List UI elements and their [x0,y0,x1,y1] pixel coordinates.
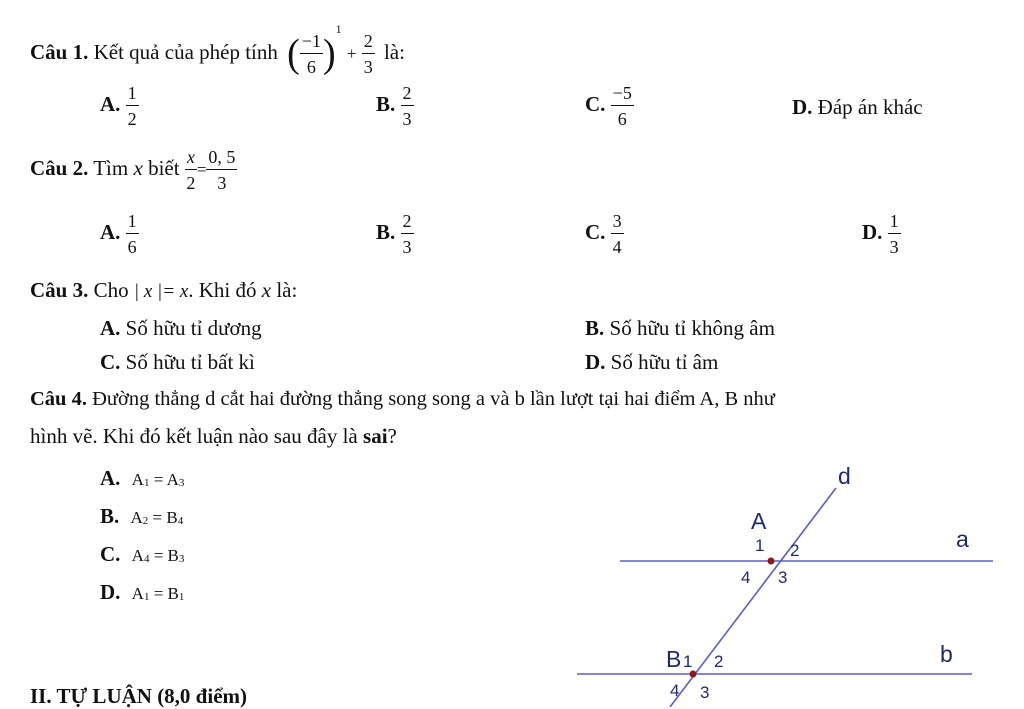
q3-stem: Câu 3. Cho | x |= x. Khi đó x là: [30,278,298,302]
q1-left-paren: ( [287,32,300,77]
q3-option-b[interactable]: B. Số hữu tỉ không âm [585,316,775,340]
q2-label: Câu 2. [30,155,89,180]
q1-text-before: Kết quả của phép tính [93,40,278,64]
label-d: d [838,463,851,489]
q4-option-c[interactable]: C. A4 = B3 [100,542,185,566]
q2-equals: = [196,159,207,179]
q3-label: Câu 3. [30,278,89,302]
q1-fraction-1: $\frac{-1}{6}$ [301,31,321,78]
label-a: a [956,526,969,552]
q2-option-d[interactable]: D. $\frac{1}{3}$ [862,211,899,257]
q3-abs-expression: | x |= x [133,281,189,302]
q2-option-c-fraction: $\frac{3}{4}$ [612,211,622,257]
label-angle-a3: 3 [778,568,788,587]
label-point-a: A [751,508,767,534]
q1-plus: + [346,44,357,63]
q1-label: Câu 1. [30,40,89,64]
q1-option-d[interactable]: D. Đáp án khác [792,95,923,119]
q2-lhs-fraction: $\frac{x}{2}$ [186,147,196,193]
q4-emphasis: sai [363,424,388,448]
q2-stem: Câu 2. Tìm x biết $\frac{x}{2}$ = $\frac{0, 5}{3}$ [30,147,236,193]
q4-stem-line-2: hình vẽ. Khi đó kết luận nào sau đây là sai? [30,424,397,448]
q2-var: x [133,155,143,180]
q1-option-b-fraction: $\frac{2}{3}$ [402,83,412,129]
label-angle-b3: 3 [700,683,710,702]
q2-option-a-fraction: $\frac{1}{6}$ [127,211,137,257]
q1-exponent: 1 [335,22,342,36]
q1-fraction-2: $\frac{2}{3}$ [363,31,373,78]
label-angle-a2: 2 [790,541,800,560]
q3-option-d[interactable]: D. Số hữu tỉ âm [585,350,719,374]
q3-option-c[interactable]: C. Số hữu tỉ bất kì [100,350,255,374]
label-angle-b2: 2 [714,652,724,671]
q4-label: Câu 4. [30,388,87,410]
point-b-dot [690,671,697,678]
q4-option-a[interactable]: A. A1 = A3 [100,466,185,490]
q1-option-c[interactable]: C. $\frac{-5}{6}$ [585,83,632,129]
label-angle-b1: 1 [683,652,693,671]
q3-option-a[interactable]: A. Số hữu tỉ dương [100,316,262,340]
q2-option-b-fraction: $\frac{2}{3}$ [402,211,412,257]
q2-rhs-fraction: $\frac{0, 5}{3}$ [208,147,236,193]
label-angle-a4: 4 [741,568,751,587]
q1-option-a-fraction: $\frac{1}{2}$ [127,83,137,129]
q2-option-b[interactable]: B. $\frac{2}{3}$ [376,211,412,257]
q1-right-paren: ) [322,32,336,77]
label-angle-b4: 4 [670,681,680,700]
q2-option-a[interactable]: A. $\frac{1}{6}$ [100,211,137,257]
label-point-b: B [666,646,682,672]
label-angle-a1: 1 [755,536,765,555]
q1-option-a[interactable]: A. $\frac{1}{2}$ [100,83,137,129]
q4-stem-line-1: Câu 4. Đường thẳng d cắt hai đường thẳng song song a và b lần lượt tại hai điểm A, B như [30,388,775,410]
q1-option-c-fraction: $\frac{-5}{6}$ [612,83,632,129]
q2-option-d-fraction: $\frac{1}{3}$ [889,211,899,257]
q4-option-b[interactable]: B. A2 = B4 [100,504,184,528]
q2-option-c[interactable]: C. $\frac{3}{4}$ [585,211,622,257]
q1-text-after: là: [383,40,405,64]
section-title: II. TỰ LUẬN (8,0 điểm) [30,684,248,708]
q1-option-b[interactable]: B. $\frac{2}{3}$ [376,83,412,129]
q4-option-d[interactable]: D. A1 = B1 [100,580,185,604]
point-a-dot [768,558,775,565]
label-b: b [940,641,953,667]
